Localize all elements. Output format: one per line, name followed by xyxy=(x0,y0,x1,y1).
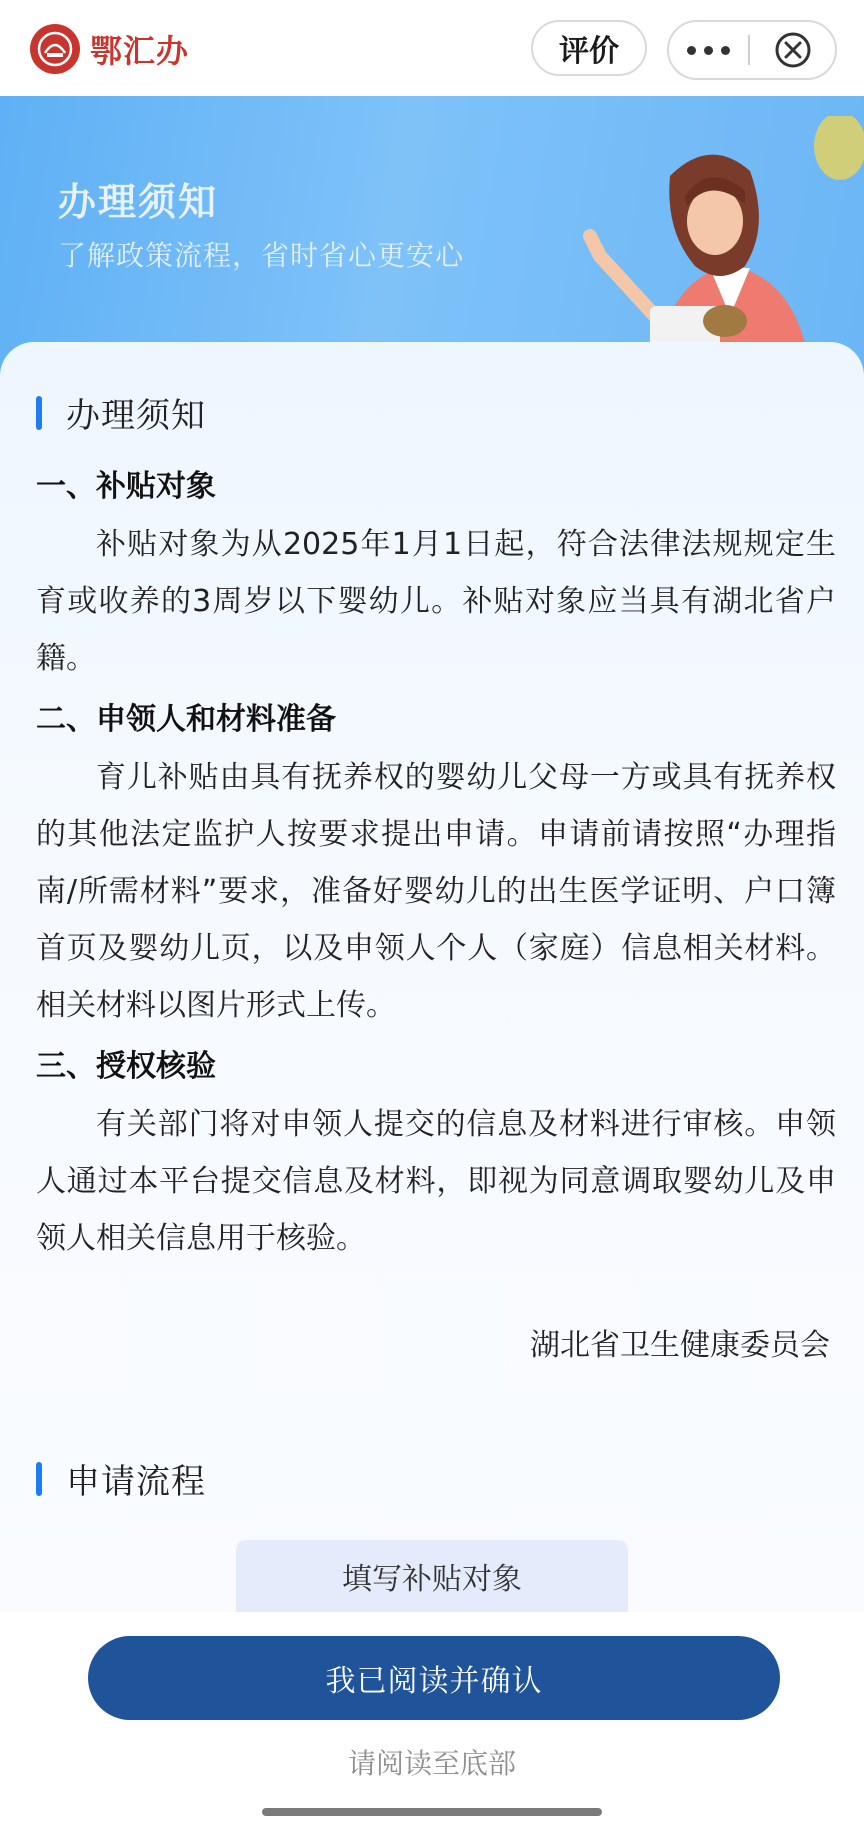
item-body: 育儿补贴由具有抚养权的婴幼儿父母一方或具有抚养权的其他法定监护人按要求提出申请。申请前请按照“办理指南/所需材料”要求，准备好婴幼儿的出生医学证明、户口簿首页及婴幼儿页，以及申领人个人（家庭）信息相关材料。相关材料以图片形式上传。 xyxy=(36,760,836,1023)
item-body: 补贴对象为从2025年1月1日起，符合法律法规规定生育或收养的3周岁以下婴幼儿。补贴对象应当具有湖北省户籍。 xyxy=(36,527,836,676)
app-logo xyxy=(30,24,189,74)
close-circle-icon[interactable] xyxy=(750,30,835,70)
item-heading: 二、申领人和材料准备 xyxy=(36,702,336,737)
bottom-action-bar xyxy=(0,1612,864,1828)
process-step-box: 填写补贴对象 xyxy=(236,1540,628,1612)
top-nav-bar xyxy=(0,0,864,96)
item-heading: 三、授权核验 xyxy=(36,1049,216,1084)
notice-card xyxy=(0,342,864,1612)
process-section-title: 申请流程 xyxy=(66,1462,206,1502)
notice-section-header xyxy=(36,388,206,437)
confirm-read-button[interactable]: 我已阅读并确认 xyxy=(88,1636,780,1720)
service-woman-illustration xyxy=(560,116,864,376)
mini-program-capsule xyxy=(667,20,837,80)
issuer-signature: 湖北省卫生健康委员会 xyxy=(530,1328,830,1363)
scroll-hint: 请阅读至底部 xyxy=(347,1747,516,1780)
banner-subtitle: 了解政策流程，省时省心更安心 xyxy=(58,239,465,272)
notice-section-title: 办理须知 xyxy=(66,396,206,436)
notice-content xyxy=(36,458,836,1271)
more-dots-icon[interactable] xyxy=(669,46,748,55)
banner-title: 办理须知 xyxy=(58,180,219,224)
section-accent-bar xyxy=(36,396,42,430)
logo-emblem-icon xyxy=(30,24,80,74)
home-indicator xyxy=(262,1808,602,1816)
item-body: 有关部门将对申领人提交的信息及材料进行审核。申领人通过本平台提交信息及材料，即视为同意调取婴幼儿及申领人相关信息用于核验。 xyxy=(36,1107,836,1256)
rate-button[interactable]: 评价 xyxy=(531,20,647,76)
item-heading: 一、补贴对象 xyxy=(36,469,216,504)
process-section-header xyxy=(36,1454,206,1503)
app-name: 鄂汇办 xyxy=(90,32,190,70)
section-accent-bar xyxy=(36,1462,42,1496)
